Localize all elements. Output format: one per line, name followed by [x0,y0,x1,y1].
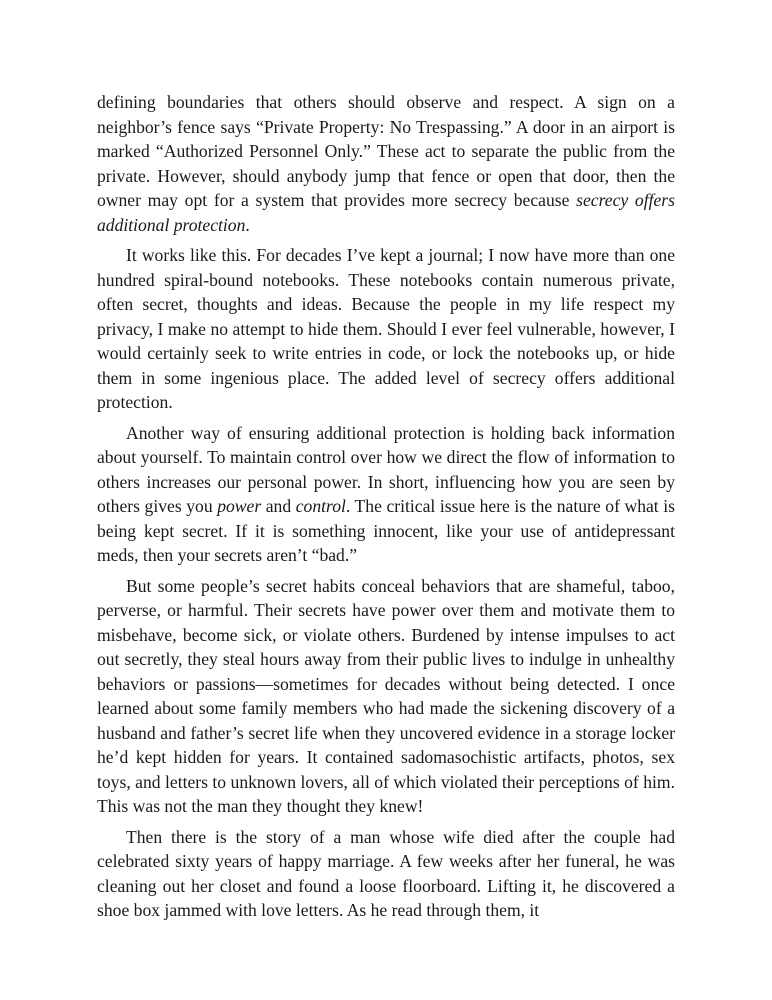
paragraph-1-text-1: defining boundaries that others should observe and respect. A sign on a neighbor’s fence says “Private Property: No Trespassing.” A door in an airport is marked “Authorized Personnel Only.” These act to separate the public from the private. However, should anybody jump that fence or open that door, then the owner may opt for a system that provides more secrecy because [97,92,675,210]
paragraph-3-italic-control: control [295,496,346,516]
paragraph-4 [97,574,675,819]
paragraph-1-italic-phrase: secrecy offers additional protection [97,190,675,235]
paragraph-4-text: But some people’s secret habits conceal behaviors that are shameful, taboo, perverse, or harmful. Their secrets have power over them and motivate them to misbehave, become sick, or violate others. Burdened by intense impulses to act out secretly, they steal hours away from their public lives to indulge in unhealthy behaviors or passions—sometimes for decades without being detected. I once learned about some family members who had made the sickening discovery of a husband and father’s secret life when they uncovered evidence in a storage locker he’d kept hidden for years. It contained sadomasochistic artifacts, photos, sex toys, and letters to unknown lovers, all of which violated their perceptions of him. This was not the man they thought they knew! [97,575,675,816]
paragraph-3-text-1: Another way of ensuring additional protection is holding back information about yourself. To maintain control over how we direct the flow of information to others increases our personal power. In short, influencing how you are seen by others gives you [97,422,675,516]
paragraph-5 [97,825,675,923]
paragraph-1 [97,90,675,237]
paragraph-2-text: It works like this. For decades I’ve kept a journal; I now have more than one hundred spiral-bound notebooks. These notebooks contain numerous private, often secret, thoughts and ideas. Because the people in my life respect my privacy, I make no attempt to hide them. Should I ever feel vulnerable, however, I would certainly seek to write entries in code, or lock the notebooks up, or hide them in some ingenious place. The added level of secrecy offers additional protection. [97,245,675,412]
paragraph-3-italic-power: power [217,496,262,516]
paragraph-3-text-2: and [261,496,296,516]
paragraph-3 [97,421,675,568]
paragraph-3-text-3: . The critical issue here is the nature of what is being kept secret. If it is something innocent, like your use of antidepressant meds, then your secrets aren’t “bad.” [97,496,675,565]
book-page [97,90,675,929]
paragraph-2 [97,243,675,415]
paragraph-5-text: Then there is the story of a man whose wife died after the couple had celebrated sixty years of happy marriage. A few weeks after her funeral, he was cleaning out her closet and found a loose floorboard. Lifting it, he discovered a shoe box jammed with love letters. As he read through them, it [97,826,675,920]
paragraph-1-text-2: . [245,214,250,235]
